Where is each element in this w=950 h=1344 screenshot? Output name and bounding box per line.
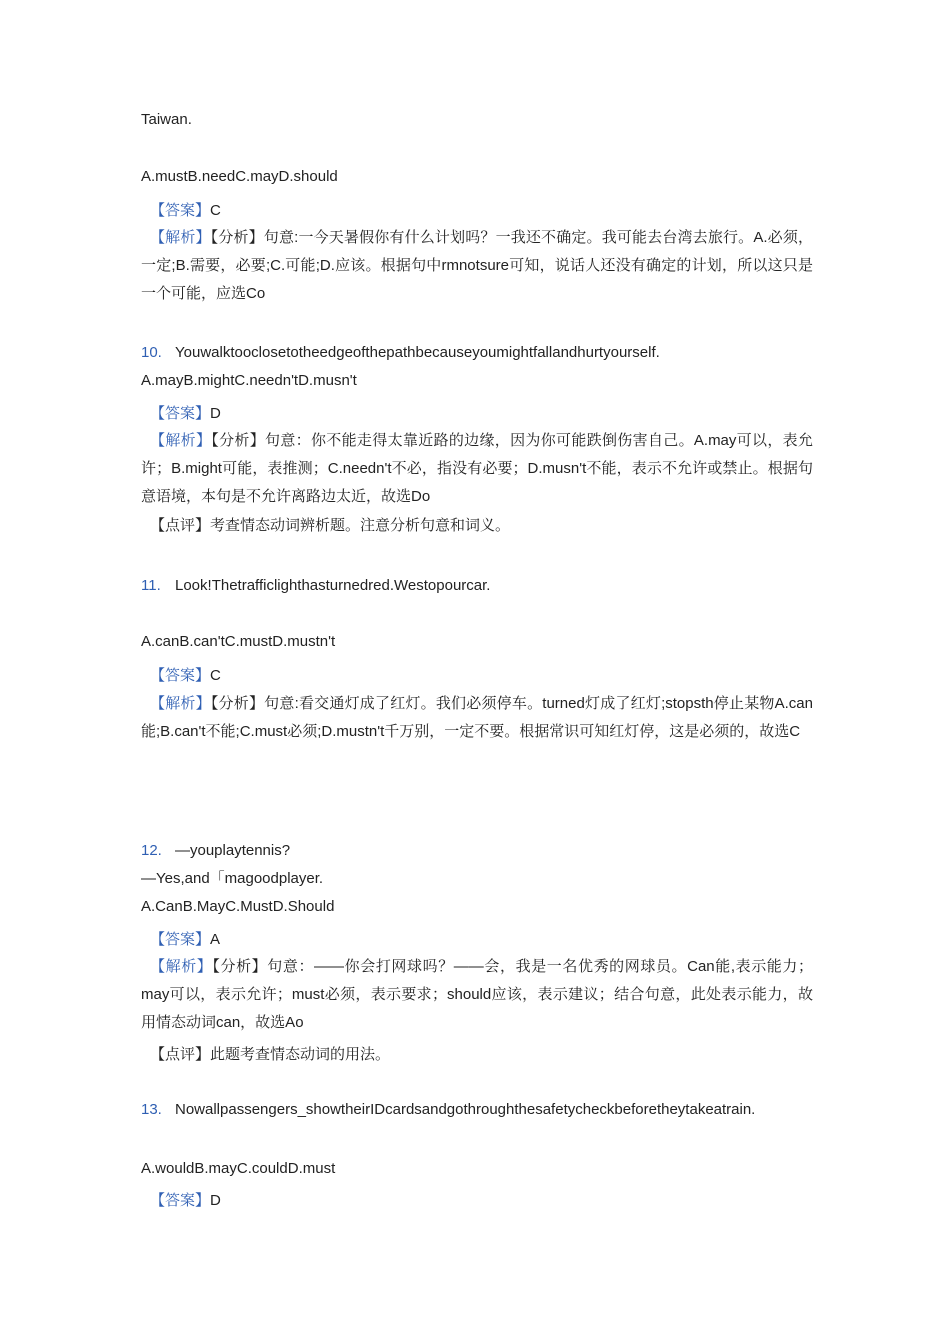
q13-number: 13.	[141, 1101, 162, 1118]
q10-analysis	[141, 427, 813, 511]
q13-answer	[150, 1191, 221, 1211]
q11-number: 11.	[141, 577, 161, 594]
q10-answer-value: D	[210, 405, 221, 422]
q9-stem-tail: Taiwan.	[141, 111, 192, 128]
q10-stem-text: Youwalktooclosetotheedgeofthepathbecauseyoumightfallandhurtyourself.	[175, 344, 660, 361]
answer-tag: 【答案】	[150, 202, 211, 219]
q12-answer-value: A	[210, 931, 221, 948]
analysis-tag: 【解析】	[150, 229, 211, 246]
q10-analysis-text: 【分析】句意：你不能走得太靠近路的边缘，因为你可能跌倒伤害自己。A.may可以，表允许；B.might可能，表推测；C.needn't不必，指没有必要；D.musn't不能，表示不允许或禁止。根据句意语境，本句是不允许离路边太近，故选Do	[141, 432, 813, 505]
analysis-tag: 【解析】	[150, 432, 212, 449]
q11-answer-value: C	[210, 667, 221, 684]
answer-tag: 【答案】	[150, 931, 211, 948]
q11-stem	[141, 576, 490, 596]
q10-options: A.mayB.mightC.needn'tD.musn't	[141, 372, 357, 389]
q9-analysis	[141, 224, 813, 308]
q12-analysis	[141, 953, 813, 1037]
q13-stem	[141, 1100, 755, 1120]
q9-options: A.mustB.needC.mayD.should	[141, 168, 338, 185]
q11-stem-text: Look!Thetrafficlighthasturnedred.Westopourcar.	[175, 577, 491, 594]
q12-answer	[150, 930, 220, 950]
q10-answer	[150, 404, 221, 424]
q10-comment: 【点评】考查情态动词辨析题。注意分析句意和词义。	[150, 517, 511, 534]
q13-stem-text: Nowallpassengers_showtheirIDcardsandgothroughthesafetycheckbeforetheytakeatrain.	[175, 1101, 756, 1118]
q10-stem	[141, 343, 660, 363]
q12-stem-text: —youplaytennis?	[175, 842, 291, 859]
q12-options: A.CanB.MayC.MustD.Should	[141, 898, 335, 915]
answer-tag: 【答案】	[150, 1192, 211, 1209]
answer-tag: 【答案】	[150, 405, 211, 422]
analysis-tag: 【解析】	[150, 695, 211, 712]
q12-number: 12.	[141, 842, 162, 859]
analysis-tag: 【解析】	[150, 958, 213, 975]
q9-answer	[150, 201, 221, 221]
answer-tag: 【答案】	[150, 667, 211, 684]
q12-stem	[141, 841, 290, 861]
q13-answer-value: D	[210, 1192, 221, 1209]
q12-analysis-text: 【分析】句意：——你会打网球吗？——会，我是一名优秀的网球员。Can能,表示能力；may可以，表示允许；must必须，表示要求；should应该，表示建议；结合句意，此处表示能力，故用情态动词can，故选Ao	[141, 958, 813, 1031]
q11-analysis	[141, 690, 813, 746]
q12-comment: 【点评】此题考查情态动词的用法。	[150, 1046, 391, 1063]
q13-options: A.wouldB.mayC.couldD.must	[141, 1160, 336, 1177]
q9-analysis-text: 【分析】句意:一今天暑假你有什么计划吗？一我还不确定。我可能去台湾去旅行。A.必须，一定;B.需要，必要;C.可能;D.应该。根据句中rmnotsure可知，说话人还没有确定的计划，所以这只是一个可能，应选Co	[141, 229, 813, 302]
q9-answer-value: C	[210, 202, 221, 219]
q11-analysis-text: 【分析】句意:看交通灯成了红灯。我们必须停车。turned灯成了红灯;stopsth停止某物A.can能;B.can't不能;C.must必须;D.mustn't千万别，一定不要。根据常识可知红灯停，这是必须的，故选C	[141, 695, 813, 740]
q10-number: 10.	[141, 344, 162, 361]
q12-stem-reply: —Yes,and「magoodplayer.	[141, 870, 324, 887]
q11-answer	[150, 666, 221, 686]
q11-options: A.canB.can'tC.mustD.mustn't	[141, 633, 336, 650]
